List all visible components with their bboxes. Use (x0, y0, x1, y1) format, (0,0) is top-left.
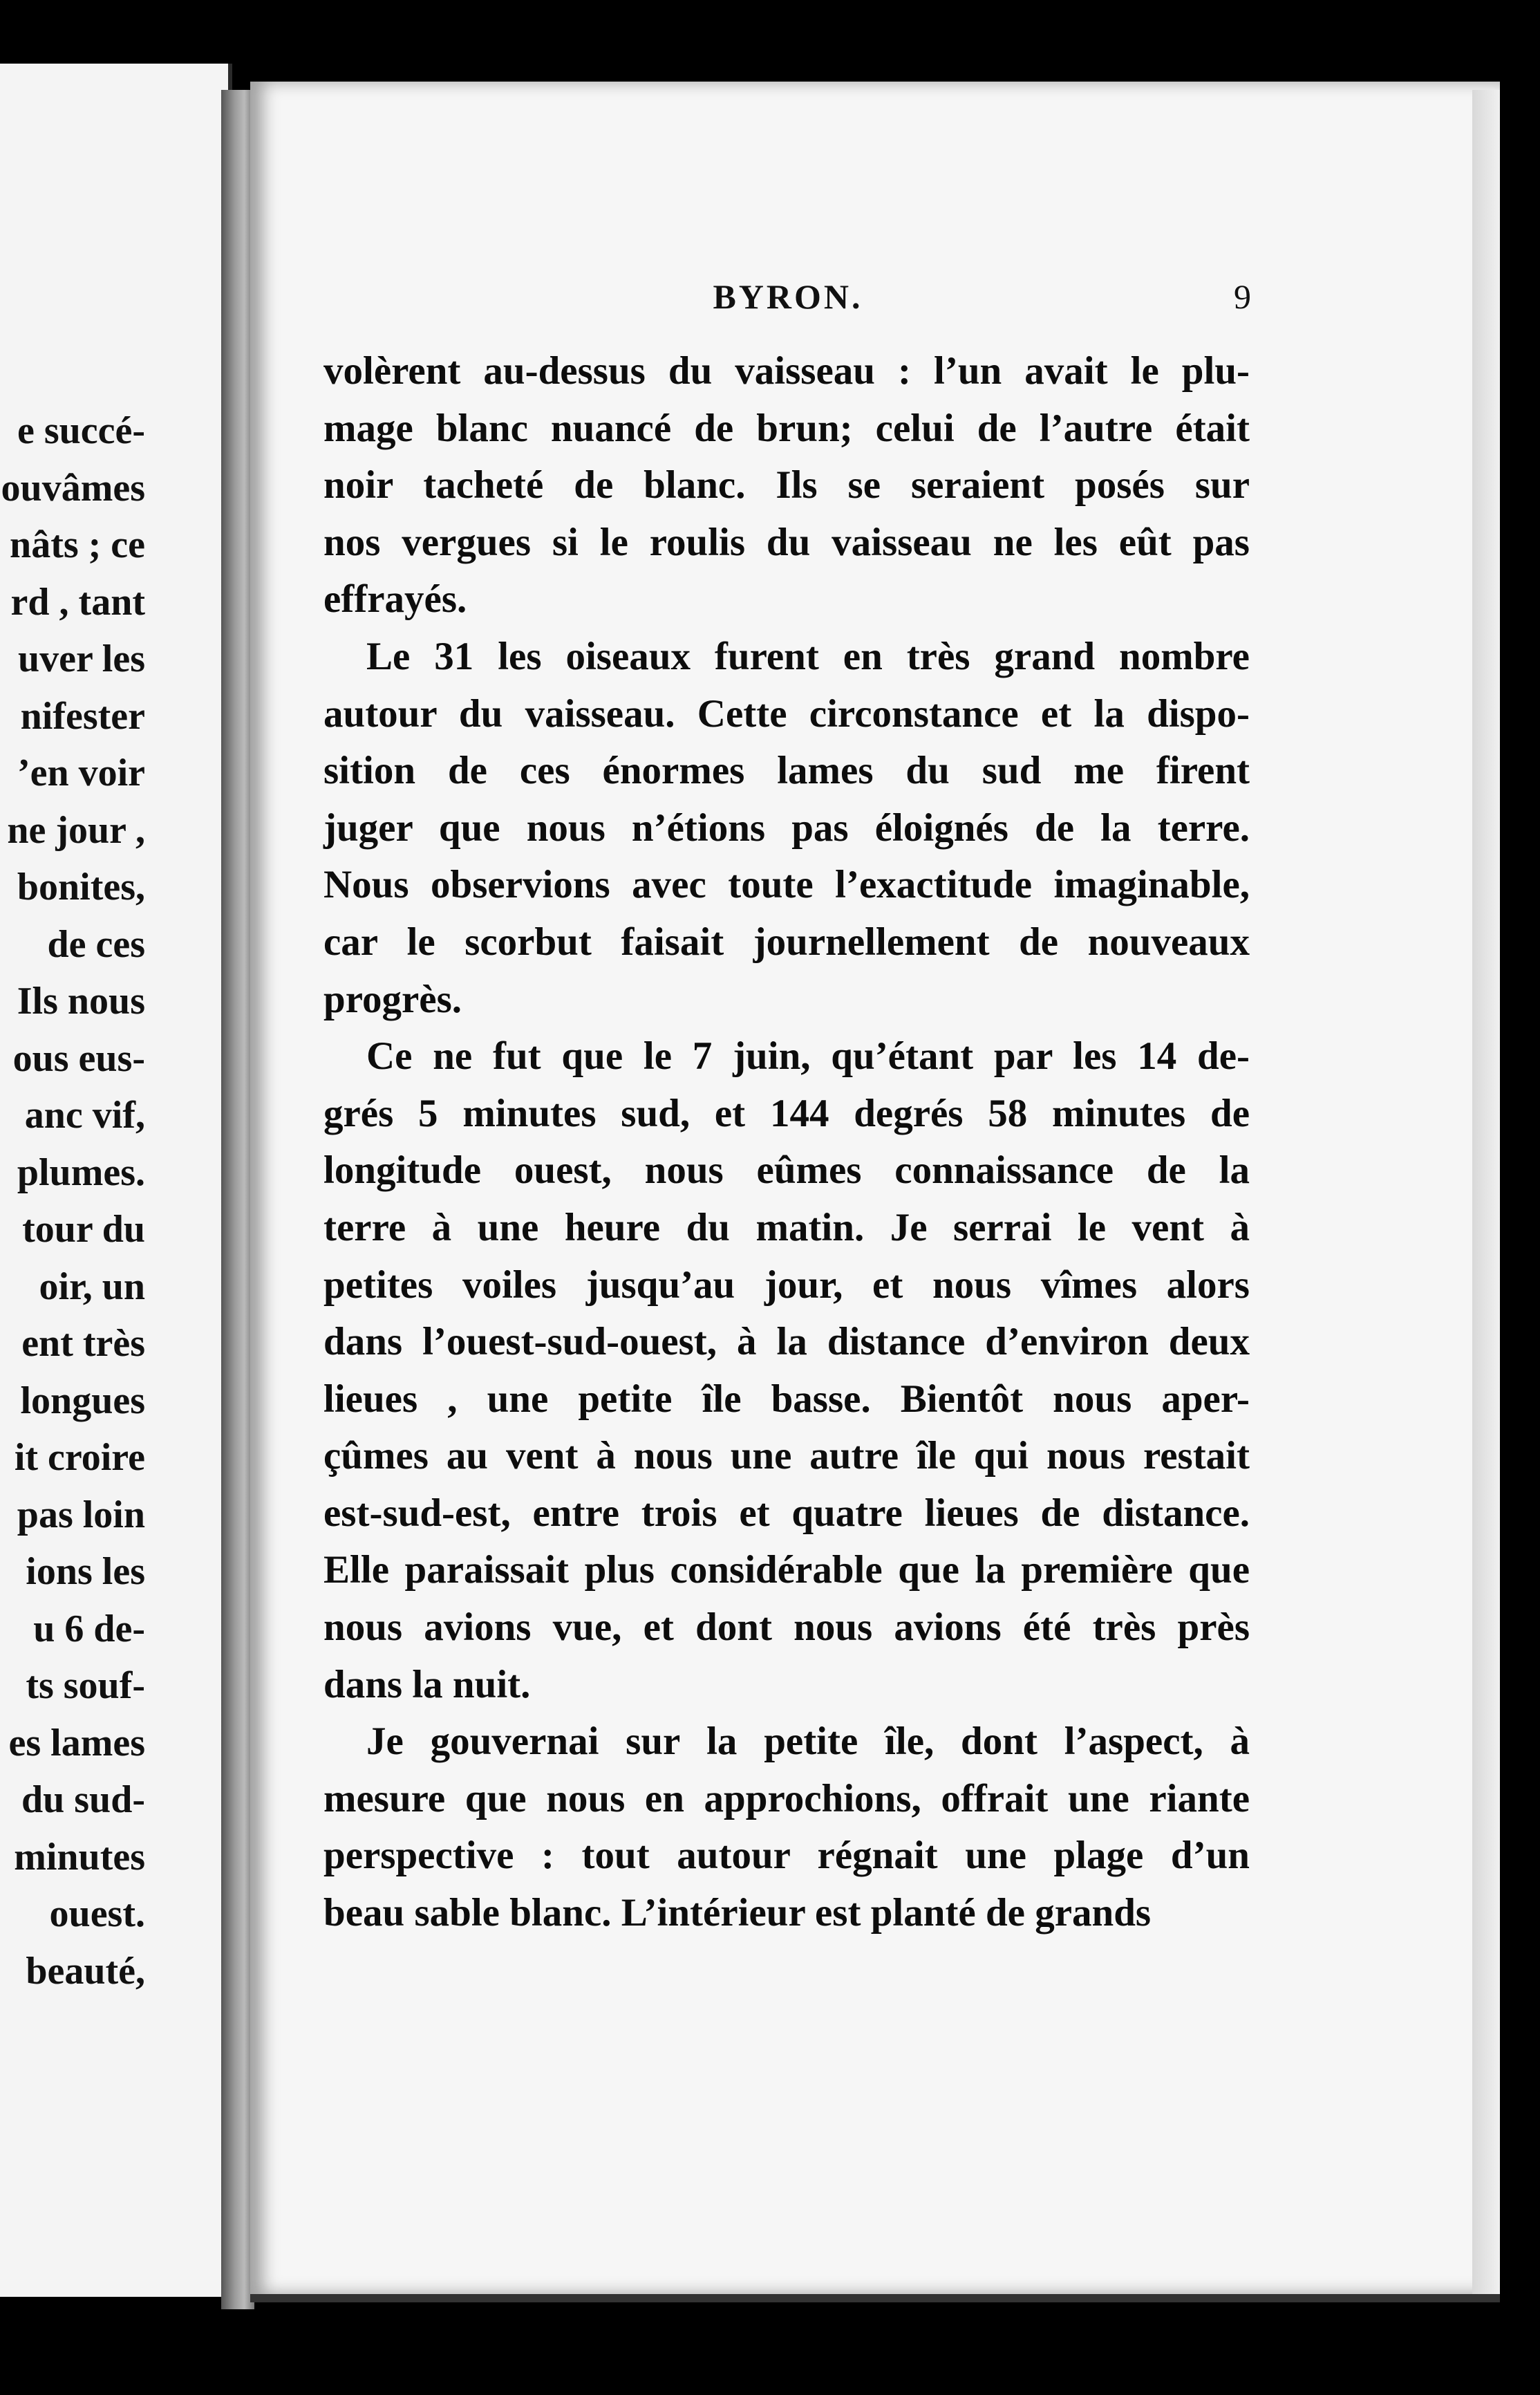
previous-page-line: ous eus- (12, 1036, 145, 1080)
text-line: nos vergues si le roulis du vaisseau ne les eût pas (323, 520, 1250, 564)
running-title: BYRON. (713, 277, 863, 316)
text-line: dans l’ouest-sud-ouest, à la distance d’environ deux (323, 1320, 1250, 1364)
text-line: Le 31 les oiseaux furent en très grand nombre (366, 634, 1250, 678)
previous-page-line: longues (20, 1379, 145, 1422)
text-line: longitude ouest, nous eûmes connaissance de la (323, 1148, 1250, 1193)
previous-page-line: it croire (14, 1436, 145, 1479)
text-line: effrayés. (323, 577, 467, 622)
text-line: volèrent au-dessus du vaisseau : l’un avait le plu- (323, 349, 1250, 393)
previous-page-line: beauté, (26, 1949, 145, 1993)
previous-page-line: es lames (8, 1721, 145, 1764)
previous-page-line: e succé- (17, 409, 145, 452)
previous-page-line: minutes (14, 1835, 145, 1879)
paragraph (323, 628, 1250, 1028)
previous-page-line: nâts ; ce (10, 523, 145, 566)
text-line: nous avions vue, et dont nous avions été très près (323, 1605, 1250, 1650)
text-line: car le scorbut faisait journellement de nouveaux (323, 920, 1250, 964)
text-line: grés 5 minutes sud, et 144 degrés 58 minutes de (323, 1091, 1250, 1135)
previous-page-line: u 6 de- (33, 1607, 145, 1650)
previous-page-line: de ces (47, 922, 145, 966)
text-line: dans la nuit. (323, 1662, 531, 1706)
text-line: terre à une heure du matin. Je serrai le vent à (323, 1205, 1250, 1249)
previous-page-line: plumes. (17, 1150, 145, 1194)
text-line: progrès. (323, 977, 462, 1021)
previous-page-line: uver les (17, 637, 145, 680)
page-number: 9 (1234, 277, 1251, 316)
text-line: perspective : tout autour régnait une plage d’un (323, 1834, 1250, 1878)
text-line: sition de ces énormes lames du sud me firent (323, 749, 1250, 793)
text-line: Nous observions avec toute l’exactitude imaginable, (323, 863, 1250, 907)
previous-page-line: tour du (22, 1208, 145, 1251)
previous-page-line: ions les (26, 1550, 145, 1593)
previous-page-line: bonites, (17, 866, 145, 908)
previous-page-line: ouest. (49, 1892, 145, 1935)
previous-page-lines (1, 402, 145, 2000)
paragraph (323, 343, 1250, 628)
text-line: çûmes au vent à nous une autre île qui nous restait (323, 1434, 1250, 1478)
previous-page-line: du sud- (21, 1778, 145, 1821)
text-line: noir tacheté de blanc. Ils se seraient posés sur (323, 463, 1250, 507)
page-edge (1472, 90, 1500, 2295)
previous-page-line: ts souf- (26, 1664, 145, 1707)
previous-page-text (0, 64, 228, 2297)
text-line: mesure que nous en approchions, offrait une riante (323, 1776, 1250, 1820)
previous-page-line: ne jour , (7, 808, 145, 852)
page-body-text (323, 343, 1250, 1942)
previous-page-line: ’en voir (17, 752, 145, 794)
previous-page-line: ouvâmes (1, 466, 145, 510)
previous-page-line: oir, un (39, 1265, 145, 1308)
page-bottom-shadow (250, 2294, 1500, 2302)
text-line: Ce ne fut que le 7 juin, qu’étant par les 14 de- (366, 1034, 1250, 1079)
text-line: autour du vaisseau. Cette circonstance et la dispo- (323, 691, 1250, 736)
previous-page-line: nifester (20, 694, 145, 738)
previous-page (0, 64, 232, 2297)
paragraph (323, 1713, 1250, 1941)
text-line: Elle paraissait plus considérable que la première que (323, 1548, 1250, 1592)
running-head (325, 277, 1251, 325)
text-line: lieues , une petite île basse. Bientôt nous aper- (323, 1377, 1250, 1421)
previous-page-line: ent très (21, 1322, 145, 1365)
text-line: est-sud-est, entre trois et quatre lieues de distance. (323, 1491, 1250, 1535)
text-line: mage blanc nuancé de brun; celui de l’autre était (323, 406, 1250, 450)
previous-page-line: anc vif, (24, 1094, 145, 1137)
text-line: Je gouvernai sur la petite île, dont l’aspect, à (366, 1720, 1250, 1764)
text-line: beau sable blanc. L’intérieur est planté de grands (323, 1891, 1152, 1935)
previous-page-line: Ils nous (17, 980, 145, 1023)
previous-page-line: pas loin (17, 1493, 145, 1536)
text-line: petites voiles jusqu’au jour, et nous vîmes alors (323, 1262, 1250, 1307)
previous-page-line: rd , tant (10, 580, 145, 624)
book-gutter (221, 90, 254, 2309)
paragraph (323, 1028, 1250, 1713)
text-line: juger que nous n’étions pas éloignés de la terre. (323, 805, 1250, 850)
